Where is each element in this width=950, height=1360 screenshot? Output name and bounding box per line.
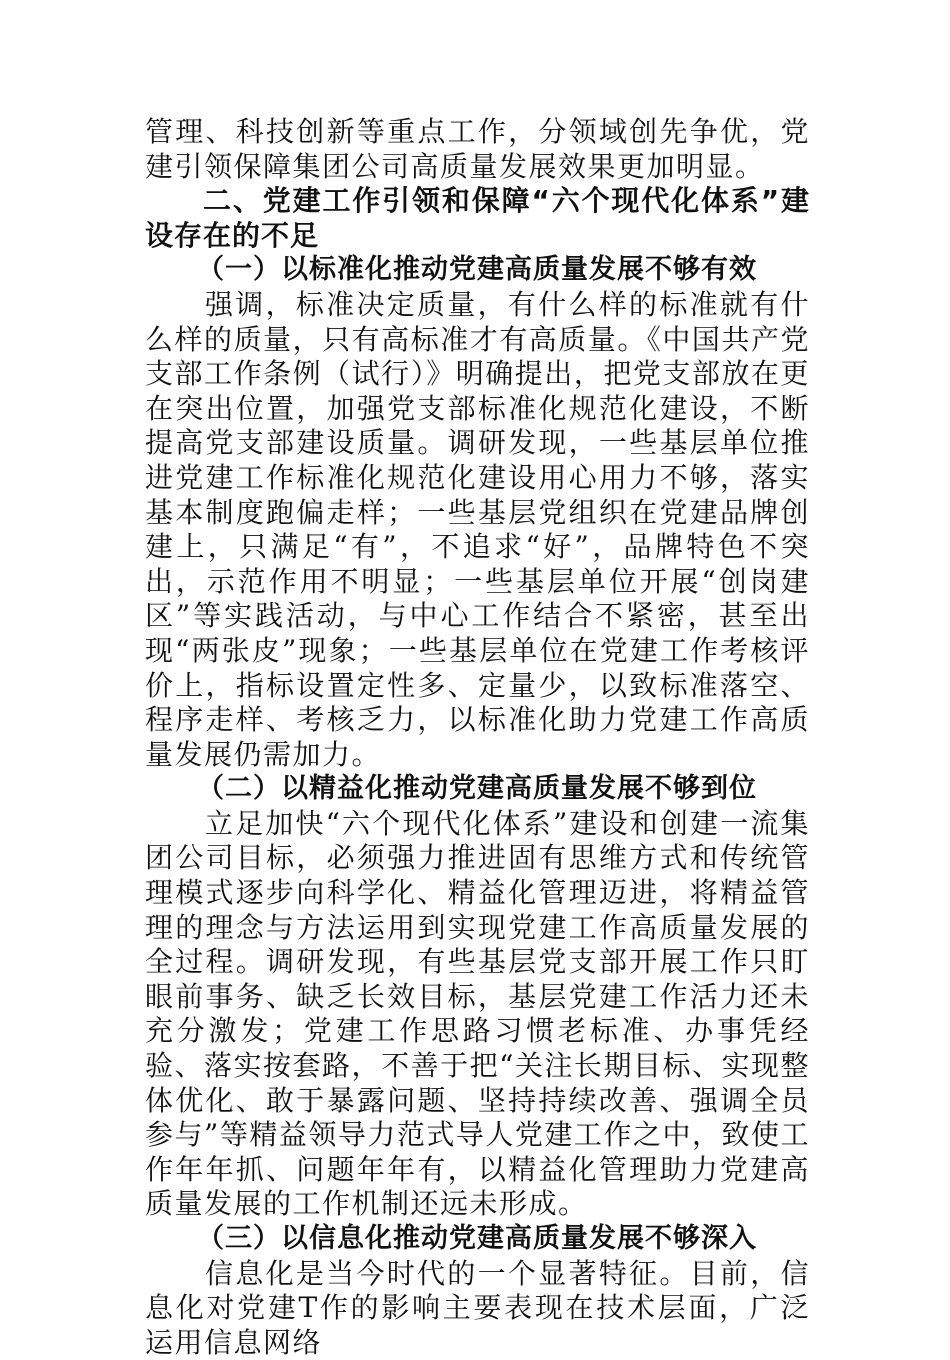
document-page (145, 115, 810, 1360)
section-heading: 二、党建工作引领和保障“六个现代化体系”建设存在的不足 (145, 184, 810, 252)
paragraph-standardization: 强调，标准决定质量，有什么样的标准就有什么样的质量，只有高标准才有高质量。《中国共产党支部工作条例（试行）》明确提出，把党支部放在更在突出位置，加强党支部标准化规范化建设，不断提高党支部建设质量。调研发现，一些基层单位推进党建工作标准化规范化建设用心用力不够，落实基本制度跑偏走样；一些基层党组织在党建品牌创建上，只满足“有”，不追求“好”，品牌特色不突出，示范作用不明显；一些基层单位开展“创岗建区”等实践活动，与中心工作结合不紧密，甚至出现“两张皮”现象；一些基层单位在党建工作考核评价上，指标设置定性多、定量少，以致标准落空、程序走样、考核乏力，以标准化助力党建工作高质量发展仍需加力。 (145, 287, 810, 771)
subsection-heading-2: （二）以精益化推动党建高质量发展不够到位 (197, 773, 757, 805)
subsection-heading-1: （一）以标准化推动党建高质量发展不够有效 (197, 254, 757, 286)
paragraph-lean-management: 立足加快“六个现代化体系”建设和创建一流集团公司目标，必须强力推进固有思维方式和传统管理模式逐步向科学化、精益化管理迈进，将精益管理的理念与方法运用到实现党建工作高质量发展的全过程。调研发现，有些基层党支部开展工作只盯眼前事务、缺乏长效目标，基层党建工作活力还未充分激发；党建工作思路习惯老标准、办事凭经验、落实按套路，不善于把“关注长期目标、实现整体优化、敢于暴露问题、坚持持续改善、强调全员参与”等精益领导力范式导人党建工作之中，致使工作年年抓、问题年年有，以精益化管理助力党建高质量发展的工作机制还远未形成。 (145, 806, 810, 1221)
subsection-heading-3: （三）以信息化推动党建高质量发展不够深入 (197, 1223, 757, 1254)
paragraph-informatization: 信息化是当今时代的一个显著特征。目前，信息化对党建T作的影响主要表现在技术层面，广泛运用信息网络 (145, 1256, 810, 1359)
paragraph-continuation: 管理、科技创新等重点工作，分领域创先争优，党建引领保障集团公司高质量发展效果更加明显。 (145, 115, 810, 183)
